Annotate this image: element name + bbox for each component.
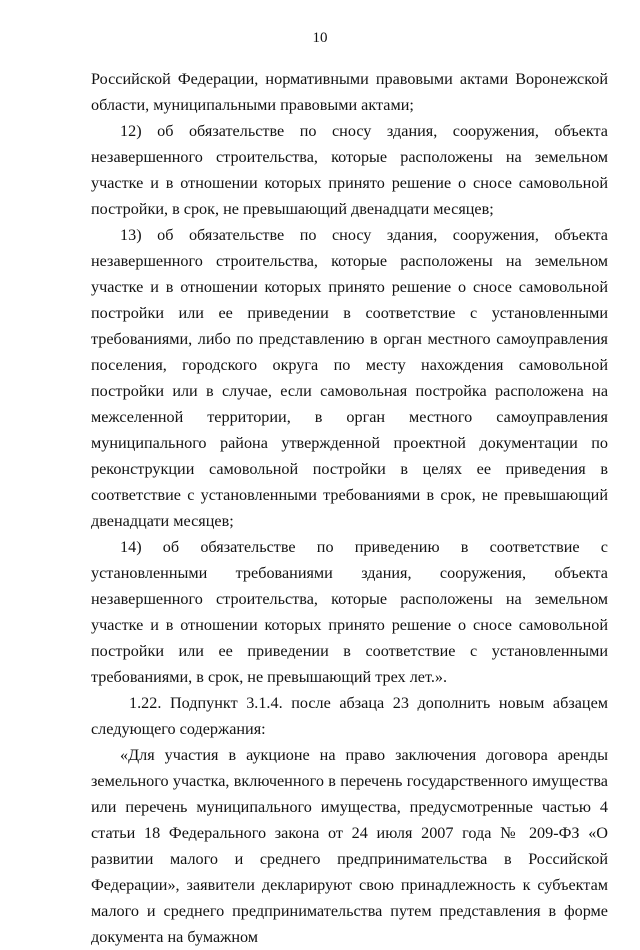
paragraph-continuation: Российской Федерации, нормативными правовыми актами Воронежской области, муниципальными правовыми актами; xyxy=(91,70,608,114)
document-body xyxy=(91,66,608,950)
paragraph-item-13: 13) об обязательстве по сносу здания, сооружения, объекта незавершенного строительства, которые расположены на земельном участке и в отношении которых принято решение о сносе самовольной постройки или ее приведении в соответствие с установленными требованиями, либо по представлению в орган местного самоуправления поселения, городского округа по месту нахождения самовольной постройки или в случае, если самовольная постройка расположена на межселенной территории, в орган местного самоуправления муниципального района утвержденной проектной документации по реконструкции самовольной постройки в целях ее приведения в соответствие с установленными требованиями в срок, не превышающий двенадцати месяцев; xyxy=(91,226,608,530)
page-number: 10 xyxy=(312,30,328,46)
paragraph-amendment-1-22: 1.22. Подпункт 3.1.4. после абзаца 23 дополнить новым абзацем следующего содержания: xyxy=(91,694,608,738)
paragraph-quoted-text: «Для участия в аукционе на право заключения договора аренды земельного участка, включенного в перечень государственного имущества или перечень муниципального имущества, предусмотренные частью 4 статьи 18 Федерального закона от 24 июля 2007 года № 209-ФЗ «О развитии малого и среднего предпринимательства в Российской Федерации», заявители декларируют свою принадлежность к субъектам малого и среднего предпринимательства путем представления в форме документа на бумажном xyxy=(91,746,608,946)
paragraph-item-12: 12) об обязательстве по сносу здания, сооружения, объекта незавершенного строительства, которые расположены на земельном участке и в отношении которых принято решение о сносе самовольной постройки, в срок, не превышающий двенадцати месяцев; xyxy=(91,122,608,218)
paragraph-item-14: 14) об обязательстве по приведению в соответствие с установленными требованиями здания, сооружения, объекта незавершенного строительства, которые расположены на земельном участке и в отношении которых принято решение о сносе самовольной постройки или ее приведении в соответствие с установленными требованиями, в срок, не превышающий трех лет.». xyxy=(91,538,608,686)
